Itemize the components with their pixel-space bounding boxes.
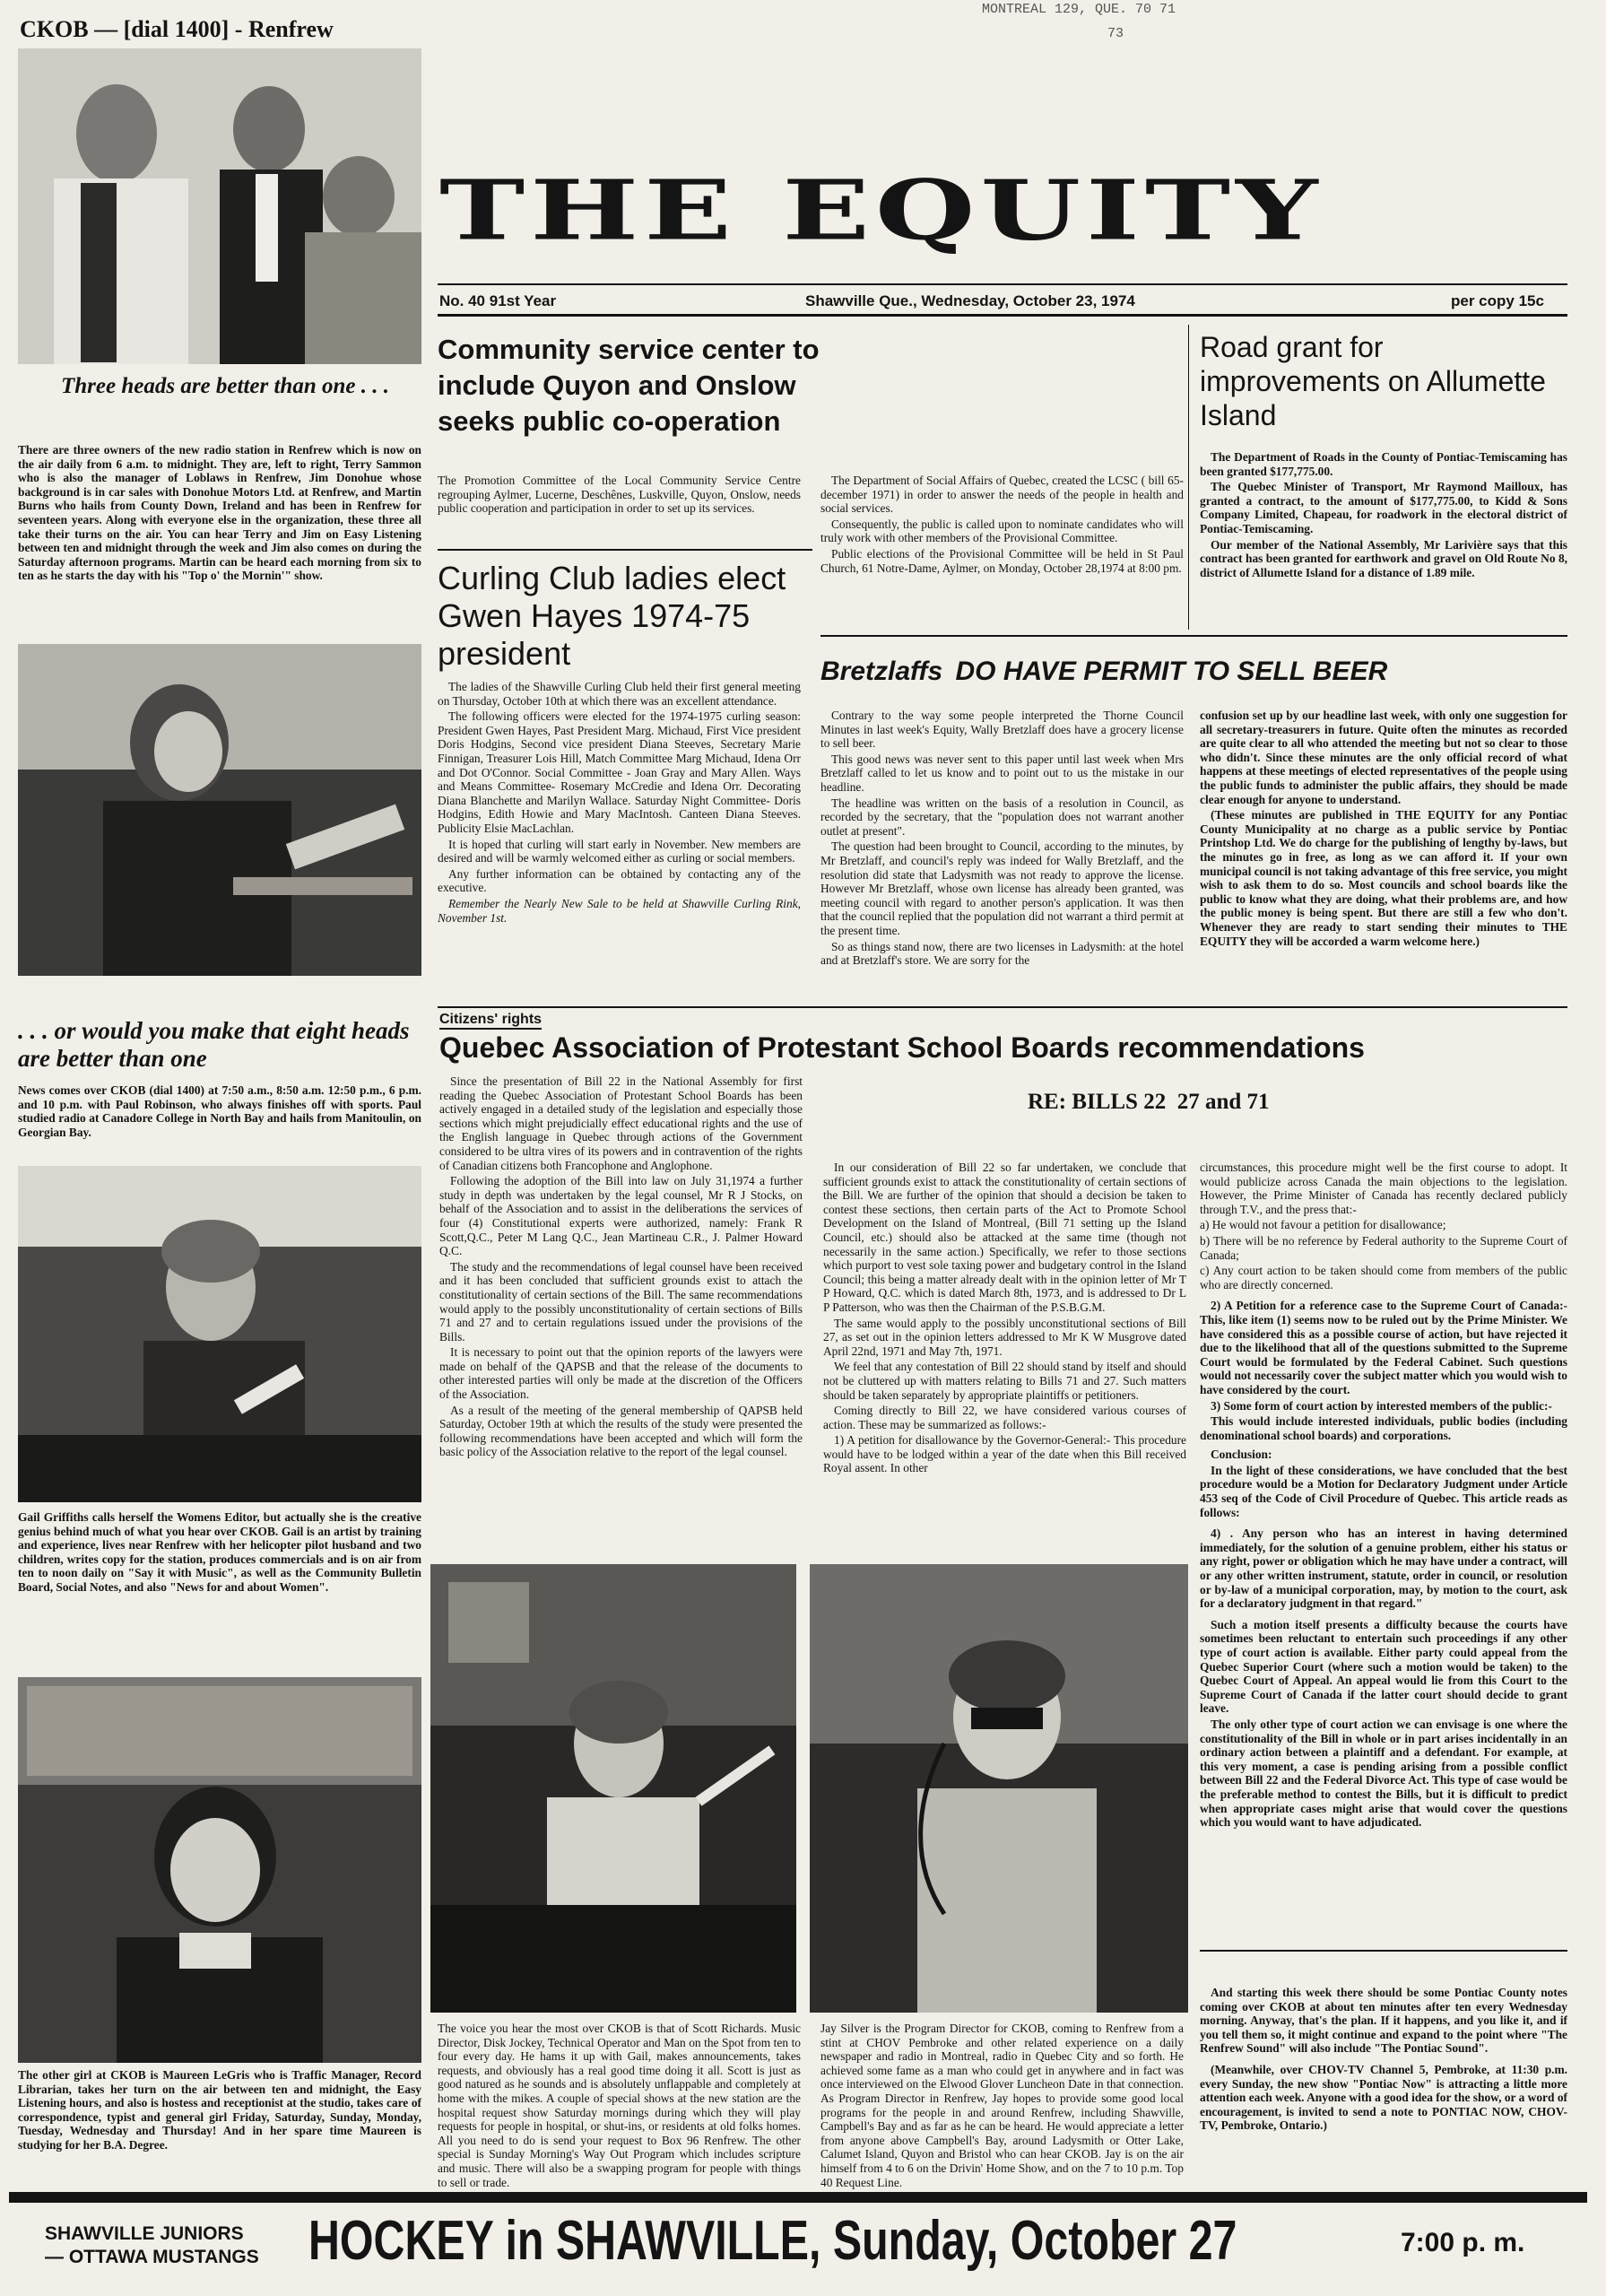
road-body — [1200, 450, 1567, 581]
qapsb-c2-p2: The same would apply to the possibly unconstitutional sections of Bill 27, as set out in the opinion letters addressed to Mr K W Musgrove dated April 22nd, 1971 and May 7th, 1971. — [823, 1316, 1186, 1358]
hockey-time: 7:00 p. m. — [1401, 2228, 1525, 2257]
hockey-team-2: — OTTAWA MUSTANGS — [45, 2247, 259, 2267]
community-col2 — [820, 474, 1184, 577]
library-stamp — [982, 2, 1176, 41]
scott-caption: The voice you hear the most over CKOB is that of Scott Richards. Music Director, Disk Jockey, Technical Operator and Man on the Spot from ten to four every day. He hams it up with Gail, makes announcements, takes requests, and obviously has a real good time doing it all. Scott is just as good natured as he sounds and is absolutely unflappable and completely at home with the mikes. A couple of special shows at the new station are the hospital request show Saturday mornings during which they will play requests for people in hospital, or shut-ins, or residents at old folks homes. All you need to do is send your request to Box 96 Renfrew. The other special is Sunday Morning's Way Out Program which includes scripture and music. There will also be a swapping program for people with things to sell or trade. — [438, 2022, 801, 2189]
qapsb-c3-p4: This would include interested individuals, public bodies (including denominational school boards) and corporations. — [1200, 1414, 1567, 1442]
qapsb-c3-p1: circumstances, this procedure might well be the first course to adopt. It would publicize across Canada the main objections to the legislation. However, the Prime Minister of Canada has recently declared publicly through T.V., and the press that:- — [1200, 1161, 1567, 1216]
qapsb-c3-p8: Such a motion itself presents a difficulty because the courts have sometimes been reluctant to entertain such proceedings if any other type of court action is available. Either party could appeal from the Quebec Superior Court (where such a motion would be taken) to the Quebec Court of Appeal. An appeal would lie from this Court to the Supreme Court of Canada if the latter court should decide to grant leave. — [1200, 1617, 1567, 1716]
bretzlaff-c1-p5: So as things stand now, there are two licenses in Ladysmith: at the hotel and at Bretzlaff's store. We are sorry for the — [820, 939, 1184, 968]
qapsb-col2 — [823, 1161, 1186, 1477]
qapsb-col3 — [1200, 1161, 1567, 1831]
road-headline: Road grant for improvements on Allumette Island — [1200, 331, 1546, 431]
owners-caption-body: There are three owners of the new radio station in Renfrew which is now on the air daily from 6 a.m. to midnight. They are, left to right, Terry Sammon who is also the manager of Loblaws in Renfrew, Jim Donohue whose background is in car sales with Donohue Motors Ltd. at Renfrew, and Martin Burns who hails from County Down, Ireland and has been in Renfrew for seventeen years. Along with everyone else in the organization, these three all take their turns on the air. You can hear Terry and Jim on Easy Listening between ten and midnight through the week and Jim also comes on during the Saturday afternoon programs. Martin can be heard each morning from six to ten as he starts the day with his "Top o' the Mornin'" show. — [18, 443, 421, 583]
qapsb-c1-p5: As a result of the meeting of the general membership of QAPSB held Saturday, October 19th at which the results of the study were presented the following recommendations have been accepted and which will form the basic policy of the Association relative to the report of the legal counsel. — [439, 1403, 803, 1459]
road-p3: Our member of the National Assembly, Mr Larivière says that this contract has been granted for earthwork and gravel on Old Route No 8, district of Allumette Island for a distance of 1.89 mile. — [1200, 537, 1567, 579]
qapsb-c3-p3: 3) Some form of court action by interested members of the public:- — [1211, 1398, 1552, 1413]
dateline: Shawville Que., Wednesday, October 23, 1974 — [805, 292, 1135, 309]
issue-number: No. 40 91st Year — [439, 292, 557, 309]
paul-photo — [18, 1166, 421, 1502]
maureen-caption-body: The other girl at CKOB is Maureen LeGris who is Traffic Manager, Record Librarian, takes her turn on the air between ten and midnight, the Easy Listening hours, and also is hostess and receptionist at the studio, takes care of correspondence, typist and general girl Friday, Saturday, Sunday, Monday, Tuesday, Wednesday and Thursday! And in her spare time Maureen is studying for her B.A. Degree. — [18, 2068, 421, 2152]
bretzlaff-headline — [820, 657, 1574, 687]
paul-caption-body: News comes over CKOB (dial 1400) at 7:50 a.m., 8:50 a.m. 12:50 p.m., 6 p.m. and 10 p.m. with Paul Robinson, who always finishes off with sports. Paul studied radio at Canadore College in North Bay and hails from Manitoulin, on Georgian Bay. — [18, 1083, 421, 1139]
community-col2-p2: Consequently, the public is called upon to nominate candidates who will truly work with other members of the Provisional Committee. — [820, 517, 1184, 545]
qapsb-c1-p2: Following the adoption of the Bill into law on July 31,1974 a further study in depth was undertaken by the legal counsel, Mr R J Stocks, on behalf of the Association and to assist in the deliberations the services of four (4) Constitutional experts were authorized, namely: Frank R Scott,Q.C., Peter M Lang Q.C., Jean Martineau C.R., J. Palmer Howard Q.C. — [439, 1174, 803, 1258]
curling-p3: It is hoped that curling will start early in November. New members are desired and will be warmly welcomed either as curling or social members. — [438, 837, 801, 865]
qapsb-subhead: RE: BILLS 22 27 and 71 — [1028, 1090, 1270, 1114]
qapsb-c3-p2: 2) A Petition for a reference case to the Supreme Court of Canada:- This, like item (1) seems now to be ruled out by the Prime Minister. We have considered this as a possible course of action, but have rejected it due to the likelihood that all of the questions submitted to the Supreme Court would be formulated by the Federal Cabinet. Such questions would not necessarily cover the subject matter which you would wish to have considered by the court. — [1200, 1299, 1567, 1396]
road-p2: The Quebec Minister of Transport, Mr Raymond Mailloux, has granted a contract, to the amount of $177,775.00, to Kidd & Sons Company Limited, Chapeau, for roadwork in the electoral district of Pontiac-Temiscaming. — [1200, 480, 1567, 535]
curling-headline: Curling Club ladies elect Gwen Hayes 1974-75 president — [438, 560, 786, 672]
pontiac-notes — [1200, 1986, 1567, 2135]
bretzlaff-headline-rest: DO HAVE PERMIT TO SELL BEER — [955, 657, 1388, 686]
qapsb-c3-b: b) There will be no reference by Federal authority to the Supreme Court of Canada; — [1200, 1233, 1567, 1262]
gail-caption-body: Gail Griffiths calls herself the Womens Editor, but actually she is the creative genius behind much of what you hear over CKOB. Gail is an artist by training and experience, lives near Renfrew with her helicopter pilot husband and two children, writes copy for the station, produces commercials and is on air from ten to noon daily on "Say it with Music", as well as the Community Bulletin Board, Social Notes, and also "News for and about Women". — [18, 1510, 421, 1594]
qapsb-kicker: Citizens' rights — [439, 1012, 542, 1030]
owners-caption-head: Three heads are better than one . . . — [61, 374, 389, 398]
curling-p2: The following officers were elected for the 1974-1975 curling season: President Gwen Hayes, Past President Marg. Michaud, First Vice president Doris Hodgins, Second vice president Diana Steeves, Secretary Marie Finnigan, Treasurer Lois Hill, Match Committee Marg Michaud, Idena Orr and Dot O'Connor. Social Committee - Joan Gray and Mary Allen. Ways and Means Committee- Rosemary McCredie and Idena Orr. Decorating Diana Blanchette and Marilyn Wallace. Saturday Night Committee- Doris Hodgins, Edith Howie and Mary MacIntosh. Canteen Diana Steeves. Publicity Elsie MacLachlan. — [438, 709, 801, 835]
qapsb-c3-a: a) He would not favour a petition for disallowance; — [1200, 1218, 1446, 1232]
maureen-photo — [18, 1677, 421, 2063]
hockey-teams — [45, 2222, 259, 2269]
bretzlaff-c1-p1: Contrary to the way some people interpreted the Thorne Council Minutes in last week's Equity, Wally Bretzlaff does have a grocery license to sell beer. — [820, 709, 1184, 751]
radio-banner: CKOB — [dial 1400] - Renfrew — [20, 16, 334, 42]
community-col2-p1: The Department of Social Affairs of Quebec, created the LCSC ( bill 65- december 1971) in order to answer the needs of the people in health and social services. — [820, 474, 1184, 516]
hockey-team-1: SHAWVILLE JUNIORS — [45, 2223, 244, 2244]
hockey-rule — [9, 2192, 1587, 2203]
gail-photo — [18, 644, 421, 976]
curling-p4: Any further information can be obtained by contacting any of the executive. — [438, 866, 801, 895]
qapsb-c3-p5: Conclusion: — [1211, 1448, 1272, 1462]
curling-p1: The ladies of the Shawville Curling Club held their first general meeting on Thursday, October 10th at which there was an excellent attendance. — [438, 680, 801, 708]
jay-photo — [810, 1564, 1188, 2013]
qapsb-col1 — [439, 1074, 803, 1461]
qapsb-c2-p3: We feel that any contestation of Bill 22 should stand by itself and should not be cluttered up with matters relating to Bills 71 and 27. Such matters should be taken separately by appropriate plaintiffs or petitioners. — [823, 1360, 1186, 1402]
paul-caption-head: . . . or would you make that eight heads are better than one — [18, 1017, 410, 1072]
community-divider — [438, 549, 812, 551]
qapsb-c3-p9: The only other type of court action we can envisage is one where the constitutionality of the Bill in whole or in part arises incidentally in an ordinary action between a plaintiff and a defendant. For example, at this very moment, a case is pending arising from a possible conflict between Bill 22 and the Federal Divorce Act. This type of case would be the preferable method to contest the Bills, but it is difficult to predict when appropriate cases might arise that would cover the questions which you would want to have adjudicated. — [1200, 1717, 1567, 1830]
qapsb-c2-p4: Coming directly to Bill 22, we have considered various courses of action. These may be summarized as follows:- — [823, 1404, 1186, 1431]
curling-body — [438, 680, 801, 926]
road-p1: The Department of Roads in the County of Pontiac-Temiscaming has been granted $177,775.00. — [1200, 450, 1567, 478]
qapsb-top-rule — [438, 1006, 1567, 1008]
pontiac-top-rule — [1200, 1950, 1567, 1952]
bretzlaff-headline-name: Bretzlaffs — [820, 657, 943, 686]
community-col2-p3: Public elections of the Provisional Committee will be held in St Paul Church, 61 Notre-Dame, Aylmer, on Monday, October 28,1974 at 8:00 pm. — [820, 546, 1184, 575]
bretzlaff-c1-p4: The question had been brought to Council, according to the minutes, by Mr Bretzlaff, and council's reply was indeed for Wally Bretzlaff, and the resolution did state that Ladysmith was not ready to approve the license. However Mr Bretzlaff, whose own license has already been granted, was meeting council with regard to another person's application. It was then that the council replied that the population did not warrant a third permit at the present time. — [820, 839, 1184, 937]
qapsb-headline: Quebec Association of Protestant School Boards recommendations — [439, 1031, 1365, 1064]
masthead-rule-bottom — [438, 314, 1567, 317]
pontiac-p1: And starting this week there should be some Pontiac County notes coming over CKOB at about ten minutes after ten every Wednesday morning. Anyway, that's the plan. If it happens, and you like it, and if you tell them so, it might continue and expand to the point where "The Renfrew Sound" will also include "The Pontiac Sound". — [1200, 1986, 1567, 2056]
jay-caption: Jay Silver is the Program Director for CKOB, coming to Renfrew from a stint at CHOV Pembroke and other related experience on a daily newspaper and radio in Montreal, radio in Quebec City and so forth. He achieved some fame as a man who could get in anywhere and in fact was once interviewed on the Elwood Glover Luncheon Date in that connection. As Program Director in Renfrew, Jay hopes to provide some good local programs for the people in and around Renfrew, including Shawville, Campbell's Bay and as far as he can be heard. He would appreciate a letter from anyone above Campbell's Bay, around Ladysmith or Otter Lake, Calumet Island, Quyon and Bristol who can hear CKOB. Jay is on the air himself from 4 to 6 on the Drivin' Home Show, and on the 7 to 10 p.m. Top 40 Request Line. — [820, 2022, 1184, 2189]
masthead-rule-top — [438, 283, 1567, 285]
bretzlaff-c1-p2: This good news was never sent to this paper until last week when Mrs Bretzlaff called to let us know and to point out to us the mistake in our headline. — [820, 752, 1184, 794]
qapsb-c1-p1: Since the presentation of Bill 22 in the National Assembly for first reading the Quebec Association of Protestant School Boards has been actively engaged in a detailed study of the legislation and especially those sections which might prejudicially effect educational rights and the use of the English language in Quebec through actions of the Government considered to be ultra vires of its powers and in contravention of the rights of Canadian citizens both Francophone and Anglophone. — [439, 1074, 803, 1172]
qapsb-c3-p6: In the light of these considerations, we have concluded that the best procedure would be a Motion for Declaratory Judgment under Article 453 seq of the Code of Civil Procedure of Quebec. This article reads as follows: — [1200, 1463, 1567, 1519]
bretzlaff-c2-p2: (These minutes are published in THE EQUITY for any Pontiac County Municipality at no charge as a public service by Pontiac Printshop Ltd. We do charge for the publishing of lengthy by-laws, but the minutes go in free, as long as we can afford it. If your own municipal council is not taking advantage of this free service, you might wish to ask them to do so. Most councils and school boards like the public to know what they are doing, what their problems are, and how the public money is being spent. But there are still a few who don't. Whenever they are ready to start sending their minutes to THE EQUITY they will be accorded a warm welcome here.) — [1200, 808, 1567, 948]
owners-photo — [18, 48, 421, 364]
qapsb-c2-p5: 1) A petition for disallowance by the Governor-General:- This procedure would have to be lodged within a year of the date when this Bill received Royal assent. In other — [823, 1433, 1186, 1475]
bretzlaff-col2 — [1200, 709, 1567, 950]
hockey-headline: HOCKEY in SHAWVILLE, Sunday, October 27 — [308, 2210, 1237, 2272]
stamp-line-2: 73 — [1107, 26, 1124, 41]
road-bottom-rule — [820, 635, 1567, 637]
qapsb-c3-c: c) Any court action to be taken should come from members of the public who are directly concerned. — [1200, 1264, 1567, 1292]
bretzlaff-c2-p1: confusion set up by our headline last week, with only one suggestion for all secretary-treasurers in future. Quite often the minutes as recorded are quite clear to all who attended the meeting but not so clear to those who didn't. Since these minutes are the only official record of what happens at these meetings of elected representatives of the people using the public funds to administer the public affairs, they should be made clear enough for anyone to understand. — [1200, 709, 1567, 806]
masthead-title: THE EQUITY — [439, 161, 1324, 259]
qapsb-c2-p1: In our consideration of Bill 22 so far undertaken, we conclude that sufficient grounds exist to attack the constitutionality of certain sections of the Bill. We are further of the opinion that should a decision be taken to contest these sections, then certain parts of the Act to Promote School Development on the Island of Montreal, (Bill 71 setting up the Island Council, etc.) should also be attacked at the same time (though not necessarily in the same action.) Specifically, we refer to those sections which purport to vest sole taxing power and budgetary control in the Island Council; this being a matter already dealt with in the opinion letter of Mr T P Howard, Q.C. which is dated March 8th, 1973, and is addressed to Dr L P Patterson, who was then the Chairman of the P.S.B.G.M. — [823, 1161, 1186, 1314]
qapsb-c1-p4: It is necessary to point out that the opinion reports of the lawyers were made on behalf of the QAPSB and that the release of the documents to other interested parties will only be made at the discretion of the Officers of the Association. — [439, 1345, 803, 1402]
community-headline: Community service center to include Quyon and Onslow seeks public co-operation — [438, 334, 820, 437]
bretzlaff-c1-p3: The headline was written on the basis of a resolution in Council, as recorded by the secretary, that the "population does not warrant another outlet at present". — [820, 796, 1184, 838]
bretzlaff-col1 — [820, 709, 1184, 970]
price: per copy 15c — [1451, 292, 1544, 309]
community-col1: The Promotion Committee of the Local Community Service Centre regrouping Aylmer, Lucerne, Deschênes, Luskville, Quyon, Onslow, needs public cooperation and participation in order to set up its services. — [438, 474, 801, 516]
qapsb-c1-p3: The study and the recommendations of legal counsel have been received and it has been concluded that sufficient grounds exist to attach the constitutionality of certain sections of the Bill. The same recommendations would apply to the possibly unconstitutionality of certain sections of Bills 71 and 27 and to certain regulations issued under the provisions of the Bills. — [439, 1259, 803, 1344]
scott-photo — [430, 1564, 796, 2013]
curling-p5: Remember the Nearly New Sale to be held at Shawville Curling Rink, November 1st. — [438, 896, 801, 925]
qapsb-c3-p7: 4) . Any person who has an interest in having determined immediately, for the solution of a genuine problem, either his status or any right, power or obligation which he may have under a contract, will or any other written instrument, statute, order in council, or resolution or by-law of a municipal corporation, may, by motion to the court, ask for a declaratory judgment in that regard." — [1200, 1526, 1567, 1611]
road-left-rule — [1188, 325, 1189, 630]
stamp-line-1: MONTREAL 129, QUE. 70 71 — [982, 2, 1176, 17]
pontiac-p2: (Meanwhile, over CHOV-TV Channel 5, Pembroke, at 11:30 p.m. every Sunday, the new show "Pontiac Now" is attracting a little more attention each week. Anyone with a good idea for the show, or a word of encouragement, is invited to send a note to PONTIAC NOW, CHOV-TV, Pembroke, Ontario.) — [1200, 2062, 1567, 2133]
